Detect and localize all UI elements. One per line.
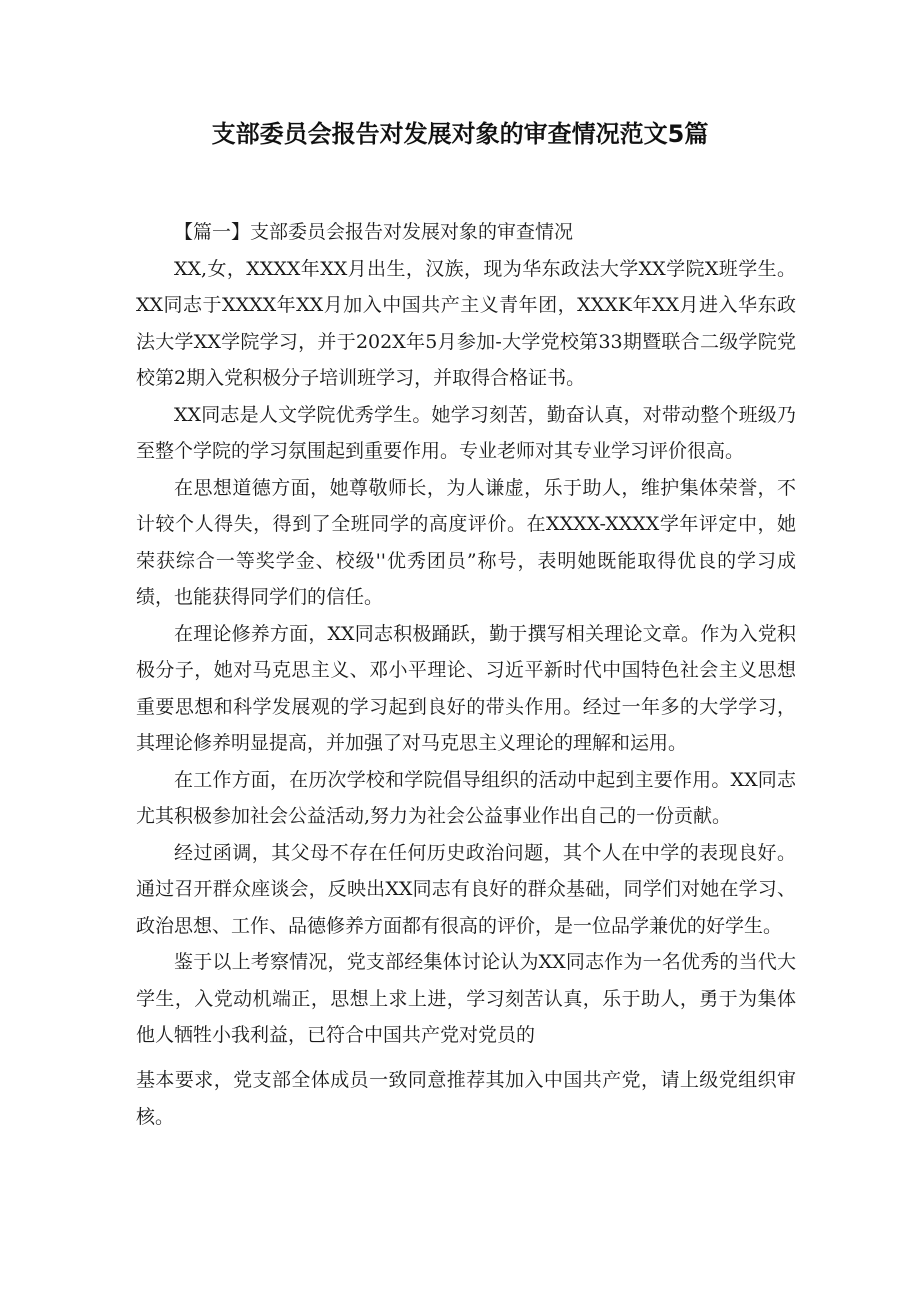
document-title: 支部委员会报告对发展对象的审查情况范文5篇 — [211, 120, 709, 148]
paragraph-morality: 在思想道德方面，她尊敬师长，为人谦虚，乐于助人，维护集体荣誉，不计较个人得失，得到了全班同学的高度评价。在XXXX-XXXX学年评定中，她荣获综合一等奖学金、校级''优秀团员”称号，表明她既能取得优良的学习成绩，也能获得同学们的信任。 — [136, 476, 796, 608]
paragraph-intro: XX,女，XXXX年XX月出生，汉族，现为华东政法大学XX学院X班学生。XX同志于XXXX年XX月加入中国共产主义青年团，XXXK年XX月进入华东政法大学XX学院学习，并于202X年5月参加-大学党校第33期暨联合二级学院党校第2期入党积极分子培训班学习，并取得合格证书。 — [136, 257, 796, 389]
document-body — [136, 214, 796, 1054]
paragraph-investigation: 经过函调，其父母不存在任何历史政治问题，其个人在中学的表现良好。通过召开群众座谈会，反映出XX同志有良好的群众基础，同学们对她在学习、政治思想、工作、品德修养方面都有很高的评价，是一位品学兼优的好学生。 — [136, 841, 796, 937]
paragraph-conclusion: 鉴于以上考察情况，党支部经集体讨论认为XX同志作为一名优秀的当代大学生，入党动机端正，思想上求上进，学习刻苦认真，乐于助人，勇于为集体他人牺牲小我利益，已符合中国共产党对党员的 — [136, 951, 796, 1046]
document-body-continued — [136, 1062, 796, 1135]
paragraph-conclusion-continued: 基本要求，党支部全体成员一致同意推荐其加入中国共产党，请上级党组织审核。 — [136, 1069, 796, 1128]
paragraph-work: 在工作方面，在历次学校和学院倡导组织的活动中起到主要作用。XX同志尤其积极参加社会公益活动,努力为社会公益事业作出自己的一份贡献。 — [136, 768, 796, 827]
section-heading: 【篇一】支部委员会报告对发展对象的审查情况 — [174, 221, 574, 243]
paragraph-study: XX同志是人文学院优秀学生。她学习刻苦，勤奋认真，对带动整个班级乃至整个学院的学习氛围起到重要作用。专业老师对其专业学习评价很高。 — [136, 403, 796, 462]
paragraph-theory: 在理论修养方面，XX同志积极踊跃，勤于撰写相关理论文章。作为入党积极分子，她对马克思主义、邓小平理论、习近平新时代中国特色社会主义思想重要思想和科学发展观的学习起到良好的带头作用。经过一年多的大学学习，其理论修养明显提高，并加强了对马克思主义理论的理解和运用。 — [136, 622, 796, 754]
